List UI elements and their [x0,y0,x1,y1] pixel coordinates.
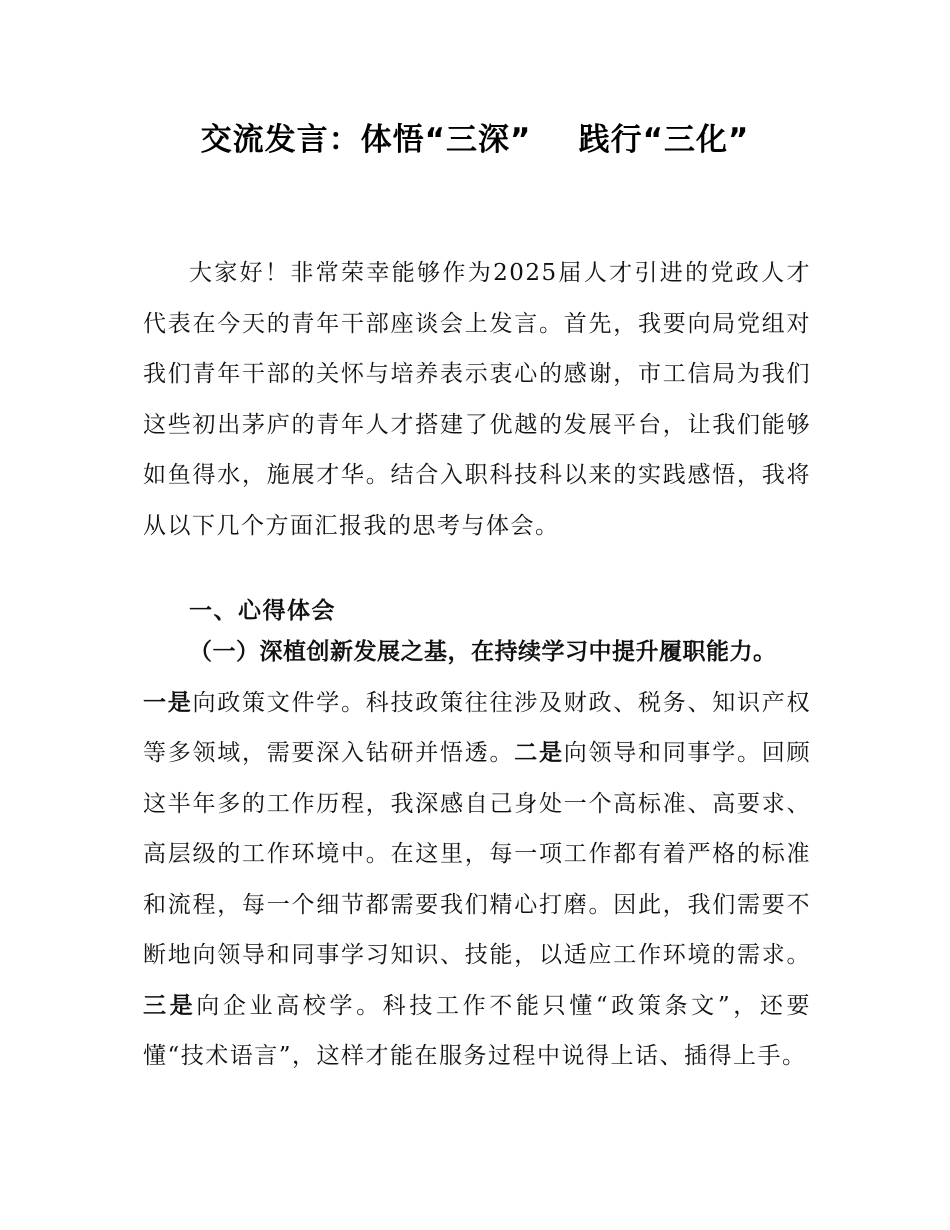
intro-paragraph: 大家好！非常荣幸能够作为2025届人才引进的党政人才代表在今天的青年干部座谈会上发言。首先，我要向局党组对我们青年干部的关怀与培养表示衷心的感谢，市工信局为我们这些初出茅庐的青年人才搭建了优越的发展平台，让我们能够如鱼得水，施展才华。结合入职科技科以来的实践感悟，我将从以下几个方面汇报我的思考与体会。 [143,260,811,539]
point-lead: 二是 [514,740,564,766]
point-text: 向企业高校学。科技工作不能只懂“政策条文”，还要懂“技术语言”，这样才能在服务过程中说得上话、插得上手。 [143,992,811,1069]
point-text: 向领导和同事学。回顾这半年多的工作历程，我深感自己身处一个高标准、高要求、高层级的工作环境中。在这里，每一项工作都有着严格的标准和流程，每一个细节都需要我们精心打磨。因此，我们需要不断地向领导和同事学习知识、技能，以适应工作环境的需求。 [143,740,811,968]
point-lead: 三是 [143,992,197,1019]
section-body [143,627,811,1082]
page-title: 交流发言：体悟“三深” 践行“三化” [200,122,750,158]
point-lead: 一是 [143,689,193,716]
section-heading: 一、心得体会 [189,598,336,624]
subsection-heading: （一）深植创新发展之基，在持续学习中提升履职能力。 [189,639,777,665]
point-text: 向政策文件学。科技政策往往涉及财政、税务、知识产权等多领域，需要深入钻研并悟透。 [143,689,811,766]
